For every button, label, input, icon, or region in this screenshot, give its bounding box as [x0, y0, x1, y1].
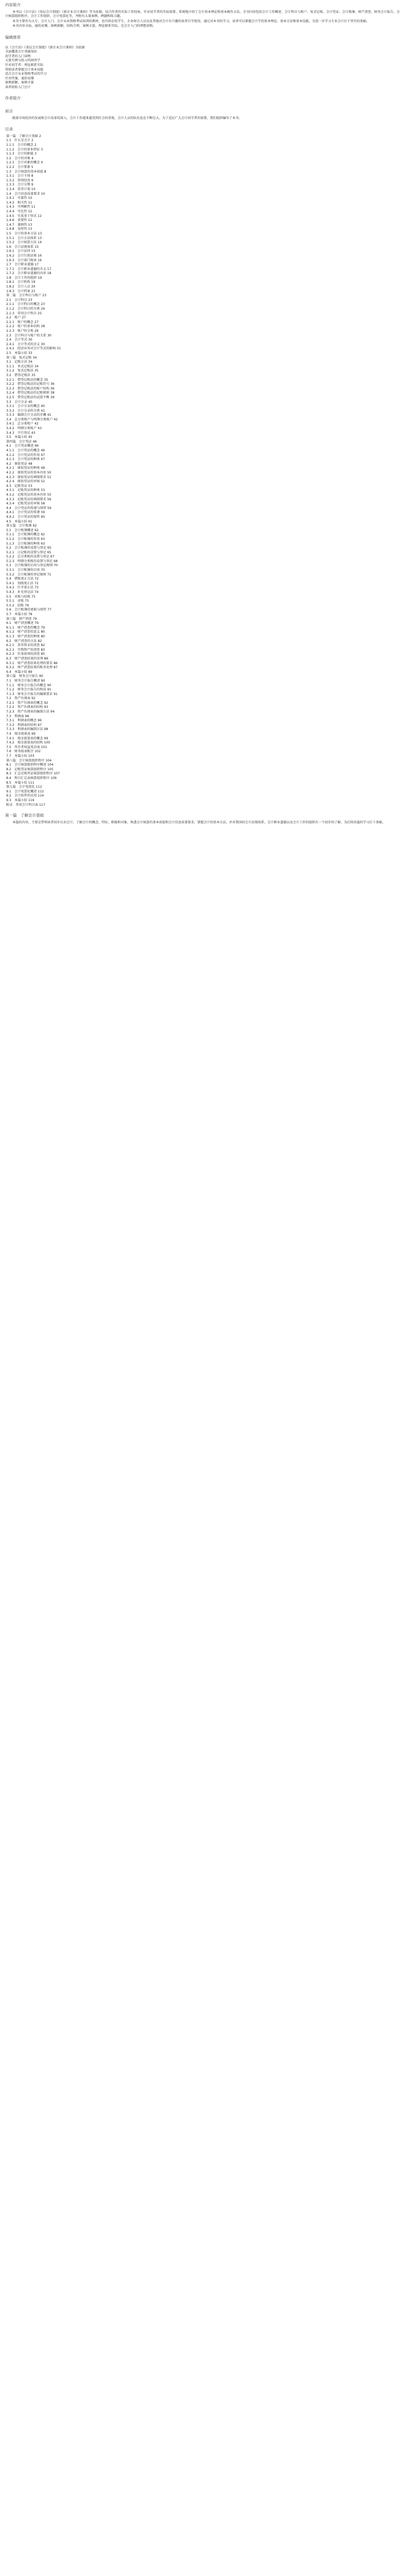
- toc-entry: 3.2.1 借贷记账法的概念 35: [6, 378, 48, 382]
- toc-entry: 7.3.3 利润表的编制方法 98: [6, 727, 48, 732]
- toc-entry: 1.7.2 会计职业道德的内容 18: [6, 272, 52, 276]
- toc-entry: 3.1.1 单式记账法 34: [6, 364, 39, 368]
- toc-entry: 1.6 会计法规体系 15: [6, 245, 39, 249]
- info-line: 以《会计法》《基层会计制度》《新企业会计准则》为依据: [5, 45, 85, 49]
- toc-entry: 5.3.2 会计账簿的登记规则 71: [6, 572, 52, 577]
- toc-entry: 7.2.3 资产负债表的编制方法 94: [6, 710, 55, 714]
- toc-entry: 4.1.3 会计凭证的种类 47: [6, 457, 45, 462]
- toc-entry: 5.1.3 会计账簿的种类 63: [6, 541, 45, 546]
- toc-entry: 7.4.1 现金流量表的概念 99: [6, 736, 48, 740]
- toc-entry: 7.2.2 资产负债表的结构 93: [6, 705, 48, 709]
- toc-entry: 7.7 本篇小结 103: [6, 754, 35, 758]
- toc-entry: 3.5 本篇小结 45: [6, 435, 32, 439]
- toc-entry: 6.1.1 财产清查的概念 79: [6, 625, 45, 630]
- info-line: 适合会计从业资格考试的学习: [5, 72, 47, 76]
- toc-entry: 1.6.2 会计行政法规 16: [6, 253, 42, 258]
- toc-entry: 3.2 借贷记账法 35: [6, 373, 36, 377]
- toc-entry: 3.3.3 编制会计分录的步骤 41: [6, 413, 52, 417]
- toc-entry: 9.3 本篇小结 116: [6, 798, 35, 802]
- table-of-contents: [0, 134, 407, 807]
- toc-entry: 3.1.2 复式记账法 35: [6, 369, 39, 373]
- toc-entry: 4.3 记账凭证 53: [6, 484, 32, 488]
- toc-entry: 1.4.5 实质重于形式 12: [6, 214, 42, 218]
- toc-entry: 8.1 会计核算组织程序概述 104: [6, 763, 54, 767]
- toc-entry: 1.2.1 会计对象的概念 4: [6, 161, 43, 165]
- info-line: 帮助读者掌握会计基本技能: [5, 67, 44, 72]
- info-line: 全面覆盖会计基础知识: [5, 50, 37, 54]
- toc-entry: 6.2 财产清查的方法 82: [6, 639, 42, 643]
- toc-entry: 6.1 财产清查概述 79: [6, 621, 39, 625]
- toc-entry: 1.6.3 会计部门规章 16: [6, 258, 42, 262]
- toc-entry: 5.1.2 会计账簿的作用 63: [6, 537, 45, 541]
- toc-entry: 第八篇 会计核算组织程序 104: [6, 758, 52, 762]
- toc-entry: 5.4.2 红字更正法 73: [6, 586, 39, 590]
- toc-entry: 8.2 记账凭证核算组织程序 105: [6, 767, 54, 771]
- toc-entry: 7.3.1 利润表的概念 96: [6, 719, 42, 723]
- toc-entry: 3.2.3 借贷记账法的账户结构 36: [6, 386, 55, 391]
- toc-entry: 3.3.1 会计分录的概念 40: [6, 404, 45, 409]
- toc-entry: 1.1 什么是会计 2: [6, 139, 33, 143]
- toc-entry: 1.4 会计信息质量要求 10: [6, 192, 45, 196]
- toc-entry: 1.3.3 会计分期 9: [6, 183, 33, 187]
- toc-entry: 1.6.1 会计法律 15: [6, 249, 36, 253]
- toc-entry: 7.2 资产负债表 92: [6, 697, 36, 701]
- toc-entry: 1.2.2 会计要素 5: [6, 165, 33, 170]
- toc-entry: 7.5 所有者权益变动表 101: [6, 745, 47, 749]
- toc-entry: 9.1 会计电算化概述 112: [6, 789, 44, 793]
- toc-entry: 5.2 会计账簿的设置与登记 65: [6, 546, 52, 550]
- toc-entry: 4.2.4 原始凭证的审核 52: [6, 480, 45, 484]
- toc-entry: 1.1.2 会计的基本特征 3: [6, 147, 43, 151]
- toc-entry: 1.7 会计职业道德 17: [6, 263, 39, 267]
- toc-entry: 4.4 会计凭证的传递与保管 59: [6, 506, 52, 510]
- toc-entry: 6.3 财产清查结果的处理 86: [6, 656, 48, 660]
- toc-entry: 6.3.1 财产清查结果处理的要求 86: [6, 661, 58, 665]
- info-line: 针对性强、通俗易懂: [5, 76, 34, 80]
- info-line: 初学者的入门读物: [5, 54, 31, 58]
- toc-entry: 第四篇 会计凭证 46: [6, 439, 37, 444]
- toc-entry: 6.2.1 货币资金的清查 82: [6, 643, 45, 648]
- toc-entry: 8.4 科目汇总表核算组织程序 109: [6, 776, 57, 780]
- toc-entry: 7.1.1 财务会计报告的概念 90: [6, 683, 52, 687]
- toc-entry: 2.1.2 会计科目的分类 24: [6, 307, 45, 311]
- toc-entry: 7.1.2 财务会计报告的构成 91: [6, 688, 52, 692]
- toc-entry: 3.2.5 借贷记账法的试算平衡 39: [6, 395, 55, 399]
- toc-entry: 4.3.4 记账凭证的审核 58: [6, 502, 45, 506]
- toc-entry: 7.3 利润表 96: [6, 714, 29, 718]
- toc-entry: 第六篇 财产清查 79: [6, 617, 37, 621]
- toc-entry: 2.3 会计科目与账户的关系 30: [6, 333, 52, 337]
- toc-entry: 8.5 本篇小结 111: [6, 781, 35, 785]
- toc-entry: 7.3.2 利润表的结构 97: [6, 723, 42, 727]
- toc-entry: 3.3 会计分录 40: [6, 400, 32, 404]
- toc-entry: 2.1.1 会计科目的概念 23: [6, 302, 45, 307]
- toc-entry: 5.4.1 划线更正法 72: [6, 581, 39, 585]
- toc-entry: 4.1 会计凭证概述 46: [6, 444, 39, 448]
- toc-entry: 9.2 会计软件的应用 114: [6, 794, 44, 798]
- toc-entry: 4.4.2 会计凭证的保管 60: [6, 515, 45, 519]
- toc-entry: 6.1.3 财产清查的种类 80: [6, 634, 45, 638]
- book-info: [0, 46, 407, 90]
- toc-entry: 1.7.1 会计职业道德的含义 17: [6, 267, 52, 271]
- toc-entry: 1.3.4 货币计量 10: [6, 188, 36, 191]
- toc-entry: 5.3 会计账簿的启用与登记规则 70: [6, 564, 58, 568]
- toc-entry: 4.1.1 会计凭证的概念 46: [6, 449, 45, 453]
- toc-entry: 7.6 财务报表附注 102: [6, 750, 41, 754]
- toc-entry: 1.5.1 会计方法体系 13: [6, 236, 42, 240]
- toc-entry: 1.8.1 会计机构 19: [6, 280, 36, 284]
- toc-entry: 4.5 本篇小结 61: [6, 519, 32, 523]
- toc-entry: 7.4.2 现金流量表的结构 100: [6, 741, 50, 745]
- toc-entry: 第二篇 会计科目与账户 23: [6, 294, 46, 298]
- toc-entry: 4.2.3 原始凭证的填制要求 51: [6, 475, 52, 479]
- info-line: 大量实例与练习巩固所学: [5, 59, 41, 63]
- toc-entry: 3.1 记账方法 34: [6, 360, 32, 364]
- toc-entry: 6.4 本篇小结 89: [6, 670, 32, 674]
- toc-entry: 4.2 原始凭证 48: [6, 462, 32, 466]
- toc-entry: 5.4 错账更正方法 72: [6, 577, 39, 581]
- toc-entry: 1.5.2 会计核算方法 14: [6, 241, 42, 245]
- toc-entry: 2.5 本篇小结 33: [6, 351, 32, 355]
- toc-entry: 5.2.2 总分类账的设置与登记 67: [6, 555, 55, 559]
- toc-entry: 7.4 现金流量表 99: [6, 732, 36, 736]
- section-heading-preface: 前言: [5, 109, 13, 114]
- toc-entry: 7.1 财务会计报告概述 90: [6, 679, 45, 683]
- toc-entry: 3.4.2 明细分类账户 43: [6, 427, 42, 431]
- toc-entry: 3.4.3 平行登记 43: [6, 431, 36, 435]
- toc-entry: 1.4.6 重要性 12: [6, 218, 32, 223]
- toc-entry: 1.2 会计的对象 4: [6, 156, 33, 160]
- toc-entry: 8.3 汇总记账凭证核算组织程序 107: [6, 772, 60, 776]
- toc-entry: 5.5 对账与结账 75: [6, 595, 36, 599]
- info-line: 读者轻松入门会计: [5, 85, 31, 89]
- intro-paragraph: 本书主要作为大专、会计人门、会计从业资格考试培训的教材，也可供在校学生、企业财会人员以及其他对会计有兴趣的读者自学使用。通过对本书的学习，读者可以掌握会计学的基本理论、基本方法和基本技能，为进一步学习专业会计打下坚实的基础。: [12, 19, 369, 23]
- toc-entry: 1.8.3 会计档案 21: [6, 289, 36, 293]
- toc-entry: 5.6 会计账簿的更换与保管 77: [6, 608, 52, 612]
- toc-entry: 第一篇 了解会计基础 2: [6, 134, 41, 138]
- toc-entry: 第七篇 财务会计报告 90: [6, 674, 43, 679]
- toc-entry: 5.1 会计账簿概述 62: [6, 528, 39, 532]
- toc-entry: 3.4 总分类账户与明细分类账户 42: [6, 417, 58, 421]
- intro-body: [0, 10, 407, 29]
- toc-entry: 1.5 会计的基本方法 13: [6, 231, 42, 235]
- intro-paragraph: 本书以《会计法》《基层会计制度》《新企业会计准则》等为依据，结合作者的实际工作经验，针对初学者的实际需要，系统地介绍了会计基本理论和基本操作方法。全书内容包括会计工作概述、会计科目与账户、复式记账、会计凭证、会计账簿、财产清查、财务会计报告、会计核算组织程序、会计工作组织、会计电算化等，并附有大量案例、例题和练习题。: [5, 10, 400, 19]
- toc-entry: 2.1 会计科目 23: [6, 298, 32, 302]
- toc-entry: 2.2.3 账户的分类 29: [6, 329, 39, 333]
- toc-entry: 6.1.2 财产清查的意义 80: [6, 630, 45, 634]
- toc-entry: 6.3.2 财产清查结果的账务处理 87: [6, 666, 58, 670]
- toc-entry: 第三篇 复式记账 34: [6, 355, 37, 360]
- chapter-paragraph: 本篇的内容，主要是带领读者初步认识会计，了解会计的概念、特征、职能和对象，熟悉会计核算的基本前提和会计信息质量要求，掌握会计的基本方法，并对我国的会计法规体系、会计职业道德以及会计工作的组织有一个初步的了解，为后续各篇的学习打下基础。: [12, 820, 385, 824]
- section-heading-author: 作者简介: [5, 95, 21, 100]
- toc-entry: 1.4.4 可比性 12: [6, 209, 32, 213]
- info-line: 体例新颖、案例丰富: [5, 81, 34, 85]
- toc-entry: 2.2.1 账户的概念 27: [6, 320, 39, 324]
- toc-entry: 第九篇 会计电算化 112: [6, 785, 42, 789]
- toc-entry: 1.8 会计工作的组织 19: [6, 276, 42, 280]
- toc-entry: 5.7 本篇小结 78: [6, 613, 32, 616]
- toc-entry: 3.3.2 会计分录的分类 41: [6, 409, 45, 413]
- toc-entry: 3.2.2 借贷记账法的记账符号 36: [6, 382, 55, 386]
- toc-entry: 5.2.1 日记账的设置与登记 65: [6, 550, 52, 554]
- toc-entry: 1.4.3 可理解性 11: [6, 205, 36, 209]
- toc-entry: 5.4.3 补充登记法 74: [6, 590, 39, 595]
- section-heading-editor: 编辑推荐: [5, 35, 21, 40]
- toc-entry: 2.1.3 常用会计科目 25: [6, 311, 42, 315]
- toc-entry: 7.2.1 资产负债表的概念 92: [6, 701, 48, 705]
- toc-entry: 4.3.3 记账凭证的填制要求 56: [6, 497, 52, 501]
- section-heading-chapter-one: 第一篇 了解会计基础: [5, 813, 44, 818]
- toc-entry: 4.2.2 原始凭证的基本内容 50: [6, 471, 52, 474]
- toc-entry: 2.4 会计等式 30: [6, 338, 32, 342]
- toc-entry: 2.2 账户 27: [6, 316, 26, 320]
- toc-entry: 7.1.3 财务会计报告的编制要求 91: [6, 692, 58, 696]
- toc-entry: 1.4.8 及时性 13: [6, 227, 32, 231]
- toc-entry: 6.2.2 实物资产的清查 83: [6, 648, 45, 652]
- toc-entry: 5.5.2 结账 76: [6, 603, 29, 607]
- toc-entry: 3.2.4 借贷记账法的记账规则 38: [6, 391, 55, 395]
- toc-entry: 5.2.3 明细分类账的设置与登记 68: [6, 559, 58, 563]
- toc-entry: 2.2.2 账户的基本结构 28: [6, 325, 45, 329]
- toc-entry: 2.4.2 经济业务对会计等式的影响 31: [6, 347, 61, 351]
- toc-entry: 1.4.1 可靠性 10: [6, 196, 32, 200]
- toc-entry: 5.3.1 会计账簿的启用 70: [6, 568, 45, 572]
- toc-entry: 第五篇 会计账簿 62: [6, 524, 37, 528]
- toc-entry: 6.2.3 往来款项的清查 85: [6, 652, 45, 656]
- toc-entry: 4.1.2 会计凭证的作用 47: [6, 453, 45, 457]
- toc-entry: 1.4.7 谨慎性 13: [6, 223, 32, 227]
- toc-entry: 1.8.2 会计人员 20: [6, 285, 36, 289]
- toc-entry: 附录 常用会计科目表 117: [6, 803, 45, 807]
- toc-entry: 4.3.1 记账凭证的种类 53: [6, 488, 45, 493]
- toc-entry: 5.1.1 会计账簿的概念 62: [6, 533, 45, 537]
- info-line: 针对初学者：理论联系实际: [5, 63, 44, 67]
- toc-entry: 1.3.2 持续经营 9: [6, 178, 33, 182]
- toc-entry: 1.3 会计核算的基本前提 8: [6, 170, 46, 174]
- toc-entry: 4.3.2 记账凭证的基本内容 55: [6, 493, 52, 497]
- toc-entry: 1.1.3 会计的职能 3: [6, 152, 37, 156]
- toc-entry: 1.3.1 会计主体 8: [6, 174, 33, 178]
- preface-paragraph: 随着市场经济的发展和会计改革的深入，会计工作越来越受到社会的重视，会计人员的队伍也在不断壮大。为了适应广大会计初学者的需要，我们组织编写了本书。: [12, 116, 242, 120]
- toc-entry: 4.4.1 会计凭证的传递 59: [6, 511, 45, 515]
- section-heading-toc: 目录: [5, 127, 13, 132]
- intro-paragraph: 本书内容全面，通俗易懂，体例新颖，结构合理，案例丰富，理论联系实际，是会计入门的理想读物。: [12, 24, 156, 28]
- toc-entry: 1.1.1 会计的概念 2: [6, 143, 37, 147]
- toc-entry: 3.4.1 总分类账户 42: [6, 422, 39, 426]
- toc-entry: 2.4.1 会计等式的含义 30: [6, 342, 45, 346]
- toc-entry: 5.5.1 对账 75: [6, 599, 29, 603]
- toc-entry: 4.2.1 原始凭证的种类 48: [6, 466, 45, 470]
- section-heading-intro: 内容简介: [5, 3, 21, 7]
- toc-entry: 1.4.2 相关性 11: [6, 200, 32, 205]
